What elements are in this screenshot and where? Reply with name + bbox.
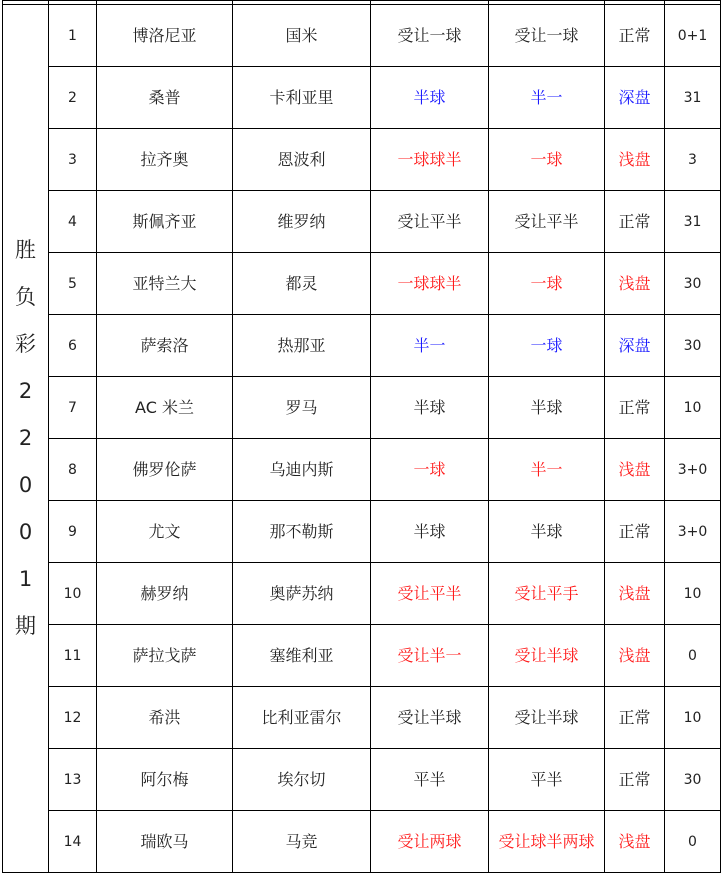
home-team: 萨索洛 [140, 335, 189, 355]
home-team: 亚特兰大 [132, 273, 197, 293]
match-number-cell [49, 625, 97, 687]
match-number-cell [49, 129, 97, 191]
issue-title-char: 1 [18, 567, 33, 591]
result: 3+0 [677, 524, 708, 540]
line-status: 正常 [618, 397, 651, 417]
table-row [3, 129, 721, 191]
issue-title-char: 2 [18, 426, 33, 450]
away-team-cell [233, 625, 371, 687]
result-cell [665, 253, 721, 315]
match-number-cell [49, 439, 97, 501]
result-cell [665, 377, 721, 439]
handicap-initial-cell [371, 811, 489, 873]
away-team: 罗马 [285, 397, 318, 417]
line-status: 深盘 [618, 87, 651, 107]
handicap-initial-cell [371, 563, 489, 625]
handicap-initial-cell [371, 315, 489, 377]
match-number: 10 [63, 586, 82, 602]
handicap-initial: 平半 [413, 769, 446, 789]
home-team-cell [97, 625, 233, 687]
line-status-cell [605, 563, 665, 625]
issue-title-char: 胜 [15, 238, 36, 262]
handicap-current-cell [489, 811, 605, 873]
handicap-current: 半一 [530, 459, 563, 479]
handicap-initial-cell [371, 253, 489, 315]
home-team-cell [97, 5, 233, 67]
handicap-current: 半一 [530, 87, 563, 107]
handicap-current: 受让球半两球 [498, 831, 595, 851]
home-team-cell [97, 563, 233, 625]
away-team: 奥萨苏纳 [269, 583, 334, 603]
home-team: 尤文 [148, 521, 181, 541]
away-team-cell [233, 67, 371, 129]
line-status-cell [605, 687, 665, 749]
table-row [3, 625, 721, 687]
away-team-cell [233, 191, 371, 253]
match-table [2, 0, 721, 873]
match-number-cell [49, 749, 97, 811]
line-status: 浅盘 [618, 149, 651, 169]
handicap-initial: 受让两球 [397, 831, 462, 851]
home-team: 萨拉戈萨 [132, 645, 197, 665]
issue-title-cell [3, 5, 49, 873]
home-team: 佛罗伦萨 [132, 459, 197, 479]
handicap-current: 半球 [530, 521, 563, 541]
handicap-current-cell [489, 129, 605, 191]
home-team-cell [97, 253, 233, 315]
away-team: 卡利亚里 [269, 87, 334, 107]
line-status-cell [605, 439, 665, 501]
issue-title-char: 0 [18, 473, 33, 497]
handicap-current: 受让平手 [514, 583, 579, 603]
match-number: 8 [68, 462, 77, 478]
away-team: 都灵 [285, 273, 318, 293]
result: 30 [683, 772, 702, 788]
result-cell [665, 5, 721, 67]
table-row [3, 191, 721, 253]
line-status: 浅盘 [618, 645, 651, 665]
handicap-initial-cell [371, 191, 489, 253]
match-number-cell [49, 67, 97, 129]
match-number-cell [49, 563, 97, 625]
match-number: 11 [63, 648, 82, 664]
line-status: 浅盘 [618, 273, 651, 293]
line-status-cell [605, 501, 665, 563]
line-status: 深盘 [618, 335, 651, 355]
match-number: 7 [68, 400, 77, 416]
line-status-cell [605, 67, 665, 129]
home-team: 瑞欧马 [140, 831, 189, 851]
home-team-cell [97, 191, 233, 253]
handicap-current: 一球 [530, 335, 563, 355]
away-team: 比利亚雷尔 [261, 707, 342, 727]
match-number-cell [49, 501, 97, 563]
table-row [3, 67, 721, 129]
match-number: 14 [63, 834, 82, 850]
line-status: 浅盘 [618, 459, 651, 479]
result-cell [665, 501, 721, 563]
result-cell [665, 749, 721, 811]
line-status: 浅盘 [618, 831, 651, 851]
result: 3 [688, 152, 697, 168]
home-team: 阿尔梅 [140, 769, 189, 789]
result-cell [665, 625, 721, 687]
handicap-current-cell [489, 5, 605, 67]
away-team: 埃尔切 [277, 769, 326, 789]
away-team: 恩波利 [277, 149, 326, 169]
issue-title [5, 240, 46, 637]
match-number-cell [49, 191, 97, 253]
table-row [3, 811, 721, 873]
handicap-initial-cell [371, 5, 489, 67]
away-team-cell [233, 501, 371, 563]
away-team: 塞维利亚 [269, 645, 334, 665]
match-number: 1 [68, 28, 77, 44]
table-row [3, 315, 721, 377]
handicap-current: 受让半球 [514, 707, 579, 727]
line-status-cell [605, 5, 665, 67]
away-team: 马竞 [285, 831, 318, 851]
away-team-cell [233, 563, 371, 625]
match-number: 4 [68, 214, 77, 230]
table-row [3, 501, 721, 563]
away-team-cell [233, 687, 371, 749]
result: 0 [688, 834, 697, 850]
handicap-current-cell [489, 377, 605, 439]
result: 31 [683, 214, 702, 230]
handicap-initial-cell [371, 67, 489, 129]
line-status-cell [605, 129, 665, 191]
handicap-current-cell [489, 67, 605, 129]
away-team-cell [233, 315, 371, 377]
handicap-initial: 半球 [413, 397, 446, 417]
home-team-cell [97, 67, 233, 129]
home-team-cell [97, 377, 233, 439]
result-cell [665, 563, 721, 625]
handicap-current-cell [489, 625, 605, 687]
handicap-initial-cell [371, 687, 489, 749]
handicap-initial: 受让一球 [397, 25, 462, 45]
away-team: 那不勒斯 [269, 521, 334, 541]
result-cell [665, 67, 721, 129]
result: 10 [683, 586, 702, 602]
line-status-cell [605, 253, 665, 315]
match-number: 13 [63, 772, 82, 788]
away-team-cell [233, 377, 371, 439]
away-team: 乌迪内斯 [269, 459, 334, 479]
table-row [3, 687, 721, 749]
line-status-cell [605, 191, 665, 253]
away-team: 热那亚 [277, 335, 326, 355]
handicap-current: 半球 [530, 397, 563, 417]
handicap-current-cell [489, 501, 605, 563]
line-status: 正常 [618, 211, 651, 231]
handicap-initial-cell [371, 501, 489, 563]
handicap-initial-cell [371, 749, 489, 811]
match-number: 3 [68, 152, 77, 168]
line-status-cell [605, 811, 665, 873]
line-status: 正常 [618, 769, 651, 789]
result: 0 [688, 648, 697, 664]
result-cell [665, 315, 721, 377]
result: 0+1 [677, 28, 708, 44]
match-number-cell [49, 315, 97, 377]
away-team-cell [233, 253, 371, 315]
handicap-initial: 受让半球 [397, 707, 462, 727]
match-number-cell [49, 253, 97, 315]
table-row [3, 749, 721, 811]
handicap-current: 平半 [530, 769, 563, 789]
match-number: 12 [63, 710, 82, 726]
match-number-cell [49, 811, 97, 873]
issue-title-char: 期 [15, 614, 36, 638]
line-status-cell [605, 377, 665, 439]
handicap-initial: 半球 [413, 87, 446, 107]
home-team: 希洪 [148, 707, 181, 727]
result-cell [665, 129, 721, 191]
match-number-cell [49, 687, 97, 749]
handicap-current: 受让一球 [514, 25, 579, 45]
handicap-initial-cell [371, 625, 489, 687]
away-team-cell [233, 439, 371, 501]
home-team: AC 米兰 [135, 397, 194, 417]
issue-title-char: 负 [15, 285, 36, 309]
handicap-initial: 一球 [413, 459, 446, 479]
line-status-cell [605, 625, 665, 687]
result: 30 [683, 338, 702, 354]
handicap-current-cell [489, 749, 605, 811]
handicap-current-cell [489, 253, 605, 315]
issue-title-char: 0 [18, 520, 33, 544]
handicap-current: 一球 [530, 149, 563, 169]
result-cell [665, 687, 721, 749]
handicap-current-cell [489, 563, 605, 625]
away-team: 国米 [285, 25, 318, 45]
home-team-cell [97, 749, 233, 811]
result-cell [665, 811, 721, 873]
handicap-initial: 受让平半 [397, 211, 462, 231]
handicap-initial-cell [371, 129, 489, 191]
home-team-cell [97, 129, 233, 191]
result: 30 [683, 276, 702, 292]
line-status-cell [605, 315, 665, 377]
match-number: 2 [68, 90, 77, 106]
home-team-cell [97, 315, 233, 377]
home-team: 拉齐奥 [140, 149, 189, 169]
handicap-current-cell [489, 439, 605, 501]
handicap-current-cell [489, 315, 605, 377]
handicap-initial: 一球球半 [397, 149, 462, 169]
result: 10 [683, 710, 702, 726]
table-row [3, 439, 721, 501]
home-team: 赫罗纳 [140, 583, 189, 603]
home-team: 斯佩齐亚 [132, 211, 197, 231]
home-team-cell [97, 811, 233, 873]
result: 31 [683, 90, 702, 106]
match-number-cell [49, 5, 97, 67]
line-status: 正常 [618, 521, 651, 541]
handicap-initial: 半一 [413, 335, 446, 355]
home-team: 桑普 [148, 87, 181, 107]
match-number: 9 [68, 524, 77, 540]
home-team: 博洛尼亚 [132, 25, 197, 45]
match-number: 6 [68, 338, 77, 354]
handicap-initial: 受让平半 [397, 583, 462, 603]
away-team: 维罗纳 [277, 211, 326, 231]
line-status: 正常 [618, 707, 651, 727]
home-team-cell [97, 687, 233, 749]
line-status: 浅盘 [618, 583, 651, 603]
handicap-current-cell [489, 687, 605, 749]
issue-title-char: 2 [18, 379, 33, 403]
table-row [3, 563, 721, 625]
away-team-cell [233, 749, 371, 811]
handicap-current-cell [489, 191, 605, 253]
result-cell [665, 439, 721, 501]
result: 10 [683, 400, 702, 416]
handicap-current: 一球 [530, 273, 563, 293]
result-cell [665, 191, 721, 253]
match-number-cell [49, 377, 97, 439]
match-table-container [2, 0, 720, 873]
away-team-cell [233, 5, 371, 67]
match-number: 5 [68, 276, 77, 292]
issue-title-char: 彩 [15, 332, 36, 356]
handicap-initial: 半球 [413, 521, 446, 541]
away-team-cell [233, 129, 371, 191]
handicap-initial-cell [371, 377, 489, 439]
handicap-initial-cell [371, 439, 489, 501]
away-team-cell [233, 811, 371, 873]
line-status: 正常 [618, 25, 651, 45]
home-team-cell [97, 439, 233, 501]
handicap-current: 受让平半 [514, 211, 579, 231]
handicap-initial: 受让半一 [397, 645, 462, 665]
result: 3+0 [677, 462, 708, 478]
handicap-current: 受让半球 [514, 645, 579, 665]
table-row [3, 377, 721, 439]
table-body [3, 1, 721, 873]
table-row [3, 5, 721, 67]
table-row [3, 253, 721, 315]
line-status-cell [605, 749, 665, 811]
home-team-cell [97, 501, 233, 563]
handicap-initial: 一球球半 [397, 273, 462, 293]
